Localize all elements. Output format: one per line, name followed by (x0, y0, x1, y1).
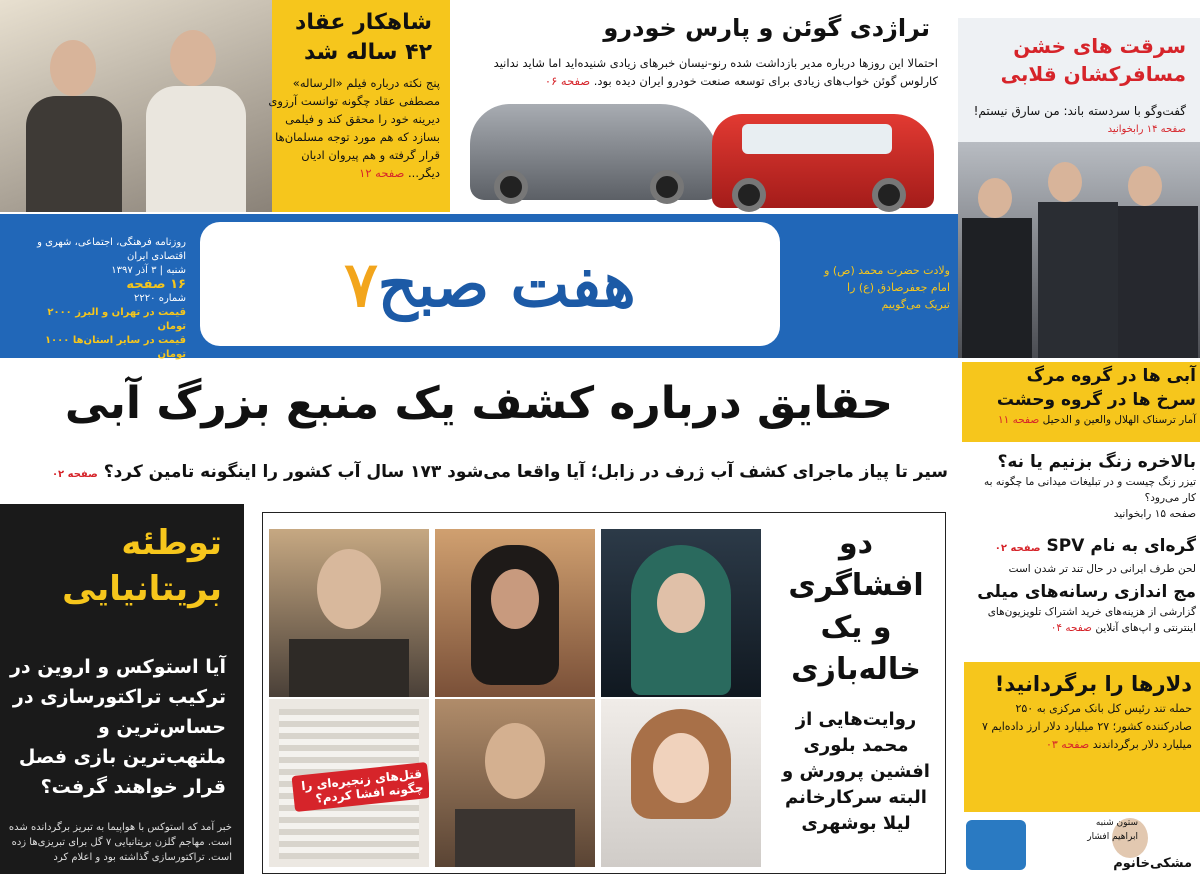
promo-center-title: تراژدی گوئن و پارس خودرو (603, 14, 930, 42)
masthead-info: روزنامه فرهنگی، اجتماعی، شهری و اقتصادی ایران شنبه | ۳ آذر ۱۳۹۷ ۱۶ صفحه شماره ۲۲۲۰ قیمت در تهران و البرز ۲۰۰۰ تومان قیمت در سایر استان‌ها ۱۰۰۰ تومان (37, 237, 186, 360)
photo-bald-man-beard (435, 699, 595, 867)
right-news-column (962, 362, 1200, 874)
story-teaser-ads[interactable]: بالاخره زنگ بزنیم یا نه؟ تیزر زنگ چیست و در تبلیغات میدانی ما چگونه به کار می‌رود؟ صفحه ۱۵ رابخوانید (984, 452, 1196, 520)
headline-page: صفحه ۰۲ (51, 469, 98, 480)
promo-left-title: شاهکار عقاد ۴۲ ساله شد (295, 10, 432, 65)
promo-right-title: سرقت های خشن مسافرکشان قلابی (1000, 34, 1186, 86)
car-lada-vesta-image (470, 104, 720, 200)
feature-two-exposes[interactable] (262, 512, 946, 874)
promo-fake-taxi-robbery[interactable] (958, 18, 1200, 358)
newspaper-logo[interactable]: هفت صبح ۷ (200, 222, 780, 346)
promo-center-page: صفحه ۰۶ (544, 74, 591, 88)
photo-afshin-parvaresh (435, 529, 595, 697)
column-badge-icon (966, 820, 1026, 870)
story-return-dollars[interactable]: دلارها را برگردانید! حمله تند رئیس کل بانک مرکزی به ۲۵۰ صادرکننده کشور؛ ۲۷ میلیارد دلار ارز داده‌ایم ۷ میلیارد دلار برگرداندند صفحه ۰۳ (964, 662, 1200, 812)
left-col-title: توطئه بریتانیایی (62, 523, 222, 609)
promo-left-body: پنج نکته درباره فیلم «الرساله» مصطفی عقاد چگونه توانست آرزوی دیرینه خود را محقق کند و فیلمی بسازد که هم مورد توجه مسلمان‌ها قرار گرفته و هم پیروان ادیان دیگر... صفحه ۱۲ (268, 76, 440, 180)
main-headline[interactable]: حقایق درباره کشف یک منبع بزرگ آبی (64, 378, 894, 429)
column-author: ابراهیم افشار (1087, 832, 1138, 842)
story-media-subscriptions[interactable]: مج اندازی رسانه‌های میلی گزارشی از هزینه‌های خرید اشتراک تلویزیون‌های اینترنتی و اپ‌های آنلاین صفحه ۰۴ (977, 582, 1196, 634)
promo-center-body: احتمالا این روزها درباره مدیر بازداشت شده رنو-نیسان خبرهای زیادی شنیده‌اید اما شاید ندانید کارلوس گوئن خواب‌های زیادی برای توسعه صنعت خودرو ایران دیده بود. صفحه ۰۶ (493, 56, 938, 88)
promo-right-subtitle: گفت‌وگو با سردسته باند: من سارق نیستم! (973, 104, 1186, 118)
promo-ghosn-pars-khodro[interactable] (452, 0, 952, 214)
photo-actress-green-scarf (601, 529, 761, 697)
feature-body: روایت‌هایی از محمد بلوری افشین پرورش و البته سرکارخانم لیلا بوشهری (782, 709, 930, 834)
masthead-greeting: ولادت حضرت محمد (ص) و امام جعفرصادق (ع) را تبریک می‌گوییم (824, 264, 950, 311)
story-spv[interactable]: گره‌ای به نام SPV صفحه ۰۲ لحن طرف ایرانی در حال تند تر شدن است (994, 536, 1196, 575)
photo-actress-smiling (601, 699, 761, 867)
story-afc-groups[interactable]: آبی ها در گروه مرگ سرخ ها در گروه وحشت آمار ترسناک الهلال والعین و الدحیل صفحه ۱۱ (996, 366, 1196, 426)
arrest-photo (958, 142, 1200, 358)
promo-film-al-risalah[interactable] (0, 0, 450, 212)
book-tag-label: قتل‌های زنجیره‌ای را چگونه افشا کردم؟ (291, 762, 429, 812)
saturday-column[interactable] (962, 816, 1200, 874)
film-still-photo (0, 0, 272, 212)
left-col-question: آیا استوکس و اروین در ترکیب تراکتورسازی در حساس‌ترین و ملتهب‌ترین بازی فصل قرار خواهند گرفت؟ (9, 656, 226, 798)
promo-right-page: صفحه ۱۴ رابخوانید (1107, 124, 1186, 135)
main-subheadline: سیر تا پیاز ماجرای کشف آب ژرف در زابل؛ آیا واقعا می‌شود ۱۷۳ سال آب کشور را اینگونه تامین کرد؟ صفحه ۰۲ (51, 462, 948, 482)
feature-title: دو افشاگری و یک خاله‌بازی (788, 526, 924, 687)
photo-book-cover (269, 699, 429, 867)
column-title: مشکی‌خانوم (1113, 856, 1192, 871)
promo-left-page: صفحه ۱۲ (359, 166, 405, 180)
left-col-body: خبر آمد که استوکس با هواپیما به تبریز برگردانده شده است. مهاجم گلزن بریتانیایی ۷ گل برای تبریزی‌ها زده است. تراکتورسازی گذاشته بود و اعلام کرد (8, 822, 232, 863)
car-paykan-red-image (712, 114, 934, 208)
column-label: ستون شنبه (1095, 818, 1138, 828)
masthead (0, 214, 958, 358)
british-conspiracy-story[interactable] (0, 504, 244, 874)
photo-mohammad-bolouri (269, 529, 429, 697)
